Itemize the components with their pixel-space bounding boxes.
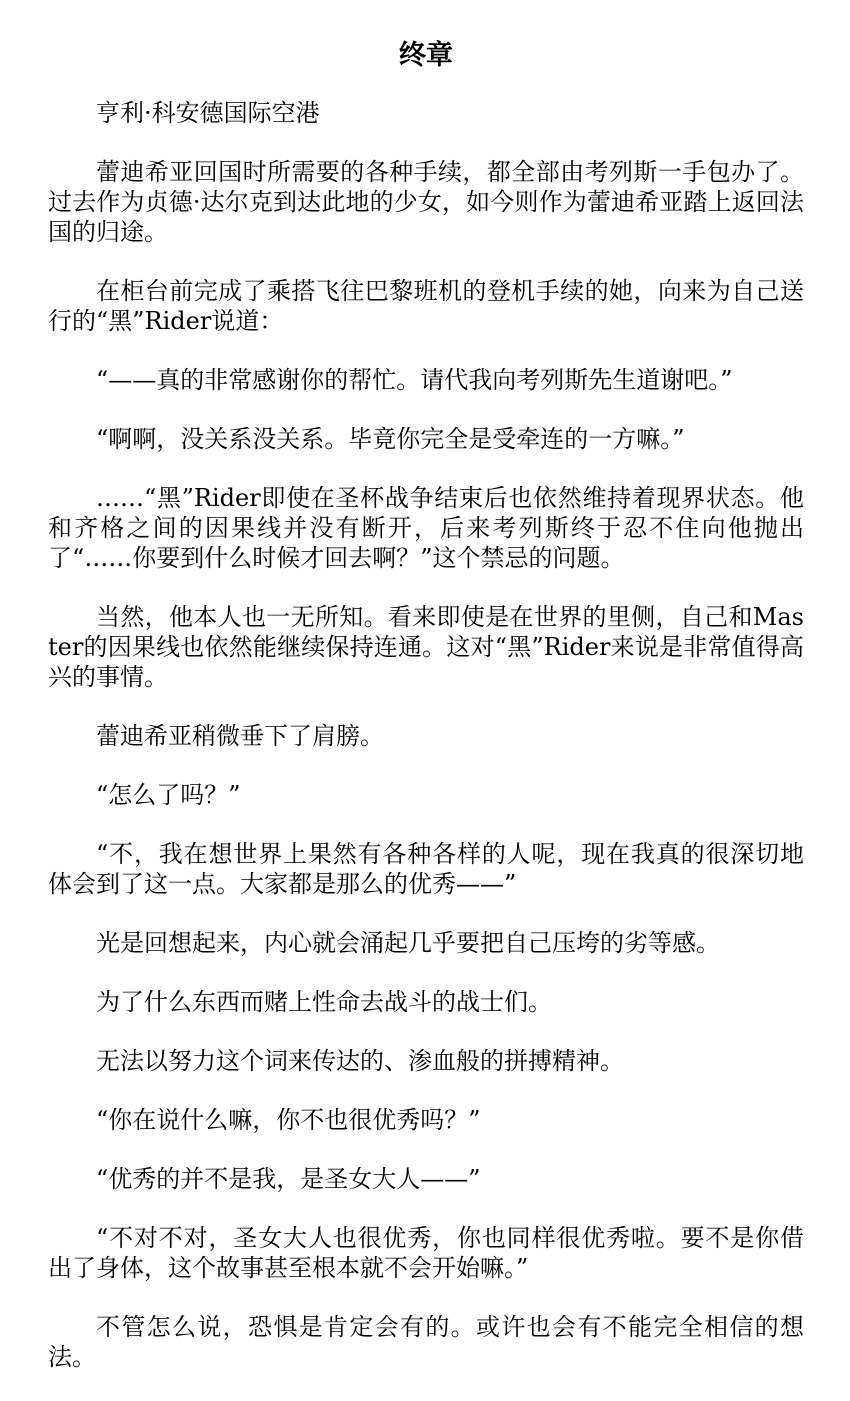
chapter-body (48, 98, 804, 1372)
paragraph: “你在说什么嘛，你不也很优秀吗？” (96, 1106, 481, 1134)
paragraph: “优秀的并不是我，是圣女大人——” (96, 1165, 481, 1193)
paragraph: 光是回想起来，内心就会涌起几乎要把自己压垮的劣等感。 (96, 929, 720, 957)
paragraph: 当然，他本人也一无所知。看来即使是在世界的里侧，自己和Master的因果线也依然能继续保持连通。这对“黑”Rider来说是非常值得高兴的事情。 (48, 603, 804, 691)
paragraph: “啊啊，没关系没关系。毕竟你完全是受牵连的一方嘛。” (96, 425, 685, 453)
paragraph: 蕾迪希亚回国时所需要的各种手续，都全部由考列斯一手包办了。过去作为贞德·达尔克到达此地的少女，如今则作为蕾迪希亚踏上返回法国的归途。 (48, 158, 804, 246)
paragraph: 蕾迪希亚稍微垂下了肩膀。 (96, 722, 384, 750)
paragraph: 亨利·科安德国际空港 (96, 99, 320, 127)
paragraph: 不管怎么说，恐惧是肯定会有的。或许也会有不能完全相信的想法。 (48, 1313, 804, 1371)
paragraph: “不对不对，圣女大人也很优秀，你也同样很优秀啦。要不是你借出了身体，这个故事甚至根本就不会开始嘛。” (48, 1224, 804, 1282)
chapter-title: 终章 (399, 40, 453, 71)
paragraph: “怎么了吗？” (96, 781, 241, 809)
paragraph: 在柜台前完成了乘搭飞往巴黎班机的登机手续的她，向来为自己送行的“黑”Rider说道： (48, 277, 804, 335)
paragraph: “——真的非常感谢你的帮忙。请代我向考列斯先生道谢吧。” (96, 366, 733, 394)
paragraph: 无法以努力这个词来传达的、渗血般的拼搏精神。 (96, 1047, 624, 1075)
paragraph: ……“黑”Rider即使在圣杯战争结束后也依然维持着现界状态。他和齐格之间的因果线并没有断开，后来考列斯终于忍不住向他抛出了“……你要到什么时候才回去啊？”这个禁忌的问题。 (48, 484, 804, 572)
paragraph: “不，我在想世界上果然有各种各样的人呢，现在我真的很深切地体会到了这一点。大家都是那么的优秀——” (48, 840, 804, 898)
document-page (48, 0, 804, 1401)
paragraph: 为了什么东西而赌上性命去战斗的战士们。 (96, 988, 552, 1016)
